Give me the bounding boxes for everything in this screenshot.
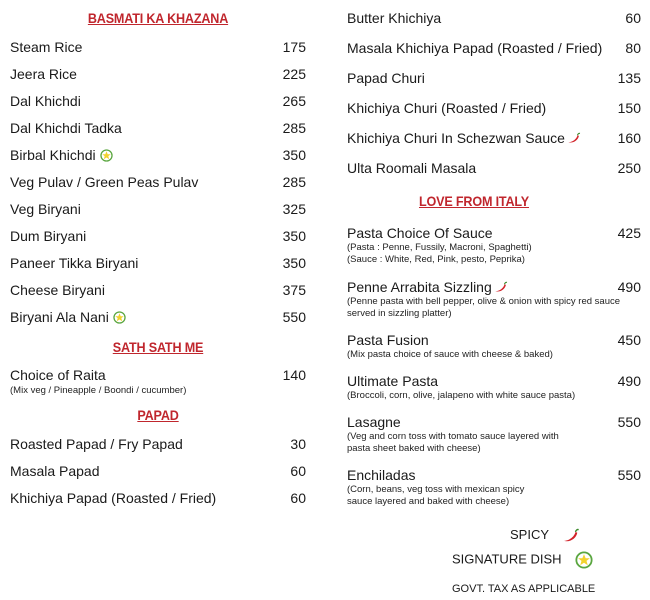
item-price: 425: [617, 225, 641, 241]
item-price: 60: [290, 490, 306, 506]
item-description: (Broccoli, corn, olive, jalapeno with white sauce pasta): [347, 390, 576, 401]
signature-star-icon: [100, 149, 113, 162]
item-name: Veg Biryani: [10, 201, 81, 217]
spicy-chili-icon: [494, 281, 508, 293]
item-price: 30: [290, 436, 306, 452]
item-name: Dal Khichdi Tadka: [10, 120, 122, 136]
govt-tax-note: GOVT. TAX AS APPLICABLE: [452, 583, 596, 595]
menu-item: [347, 279, 641, 295]
menu-item: [347, 332, 641, 348]
menu-item: [347, 373, 641, 389]
menu-item: [347, 467, 641, 483]
item-price: 225: [282, 66, 306, 82]
menu-item: [10, 463, 306, 479]
item-name: Ultimate Pasta: [347, 373, 439, 389]
item-price: 265: [282, 93, 306, 109]
item-price: 490: [617, 279, 641, 295]
item-price: 325: [282, 201, 306, 217]
item-name-with-icon: [347, 130, 581, 146]
signature-star-icon: [575, 551, 593, 569]
menu-item: [347, 225, 641, 241]
item-price: 285: [282, 120, 306, 136]
menu-item: [10, 39, 306, 55]
menu-item: [347, 414, 641, 430]
item-price: 375: [282, 282, 306, 298]
spicy-chili-icon: [562, 528, 580, 543]
item-name: Ulta Roomali Masala: [347, 160, 477, 176]
section-heading-basmati: BASMATI KA KHAZANA: [87, 10, 229, 26]
spicy-chili-icon: [567, 132, 581, 144]
item-price: 550: [617, 467, 641, 483]
item-name: Masala Khichiya Papad (Roasted / Fried): [347, 40, 603, 56]
item-price: 450: [617, 332, 641, 348]
item-price: 175: [282, 39, 306, 55]
item-name: Masala Papad: [10, 463, 100, 479]
item-price: 350: [282, 255, 306, 271]
item-name: Biryani Ala Nani: [10, 309, 109, 325]
item-name: Steam Rice: [10, 39, 83, 55]
item-name: Birbal Khichdi: [10, 147, 96, 163]
item-price: 160: [617, 130, 641, 146]
item-name: Khichiya Churi In Schezwan Sauce: [347, 130, 565, 146]
item-price: 350: [282, 147, 306, 163]
item-description: served in sizzling platter): [347, 308, 452, 319]
menu-item: [10, 282, 306, 298]
item-price: 250: [617, 160, 641, 176]
legend-signature: [452, 551, 593, 569]
menu-item: [10, 490, 306, 506]
item-name: Khichiya Papad (Roasted / Fried): [10, 490, 217, 506]
item-name: Dal Khichdi: [10, 93, 81, 109]
item-name: Paneer Tikka Biryani: [10, 255, 139, 271]
item-price: 490: [617, 373, 641, 389]
section-heading-sath: SATH SATH ME: [112, 339, 204, 355]
menu-item: [347, 40, 641, 56]
section-heading-papad: PAPAD: [137, 407, 179, 423]
item-name-with-icon: [10, 147, 113, 163]
item-description: sauce layered and baked with cheese): [347, 496, 510, 507]
signature-star-icon: [113, 311, 126, 324]
item-description: (Pasta : Penne, Fussily, Macroni, Spaghetti): [347, 242, 532, 253]
item-price: 135: [617, 70, 641, 86]
item-name: Khichiya Churi (Roasted / Fried): [347, 100, 547, 116]
menu-item: [347, 70, 641, 86]
item-name: Lasagne: [347, 414, 401, 430]
item-name: Jeera Rice: [10, 66, 77, 82]
item-description: (Corn, beans, veg toss with mexican spicy: [347, 484, 525, 495]
item-price: 350: [282, 228, 306, 244]
item-price: 550: [282, 309, 306, 325]
menu-item: [10, 255, 306, 271]
item-price: 550: [617, 414, 641, 430]
legend-spicy: [510, 527, 580, 543]
legend-signature-label: SIGNATURE DISH: [452, 551, 562, 567]
menu-item: [10, 120, 306, 136]
menu-item: [10, 436, 306, 452]
item-price: 80: [625, 40, 641, 56]
menu-item: [10, 93, 306, 109]
item-name: Veg Pulav / Green Peas Pulav: [10, 174, 199, 190]
item-description: (Mix veg / Pineapple / Boondi / cucumber): [10, 385, 187, 396]
menu-item: [347, 100, 641, 116]
item-description: (Sauce : White, Red, Pink, pesto, Peprika): [347, 254, 525, 265]
item-name-with-icon: [347, 279, 508, 295]
menu-item: [10, 228, 306, 244]
item-name: Choice of Raita: [10, 367, 106, 383]
item-description: (Veg and corn toss with tomato sauce layered with: [347, 431, 559, 442]
menu-item: [347, 160, 641, 176]
menu-item: [347, 10, 641, 26]
item-description: (Penne pasta with bell pepper, olive & onion with spicy red sauce: [347, 296, 621, 307]
item-price: 60: [625, 10, 641, 26]
menu-item: [10, 147, 306, 163]
item-name: Penne Arrabita Sizzling: [347, 279, 492, 295]
item-price: 60: [290, 463, 306, 479]
item-description: pasta sheet baked with cheese): [347, 443, 481, 454]
item-name-with-icon: [10, 309, 126, 325]
menu-item: [347, 130, 641, 146]
item-name: Roasted Papad / Fry Papad: [10, 436, 183, 452]
item-price: 150: [617, 100, 641, 116]
section-heading-italy: LOVE FROM ITALY: [418, 193, 529, 209]
menu-item: [10, 367, 306, 383]
item-name: Enchiladas: [347, 467, 416, 483]
item-name: Butter Khichiya: [347, 10, 442, 26]
item-price: 285: [282, 174, 306, 190]
menu-item: [10, 66, 306, 82]
menu-item: [10, 309, 306, 325]
item-name: Papad Churi: [347, 70, 425, 86]
item-price: 140: [282, 367, 306, 383]
legend-spicy-label: SPICY: [510, 527, 549, 542]
item-name: Dum Biryani: [10, 228, 87, 244]
item-name: Pasta Choice Of Sauce: [347, 225, 493, 241]
item-name: Pasta Fusion: [347, 332, 429, 348]
item-description: (Mix pasta choice of sauce with cheese & baked): [347, 349, 553, 360]
menu-item: [10, 174, 306, 190]
item-name: Cheese Biryani: [10, 282, 105, 298]
menu-item: [10, 201, 306, 217]
